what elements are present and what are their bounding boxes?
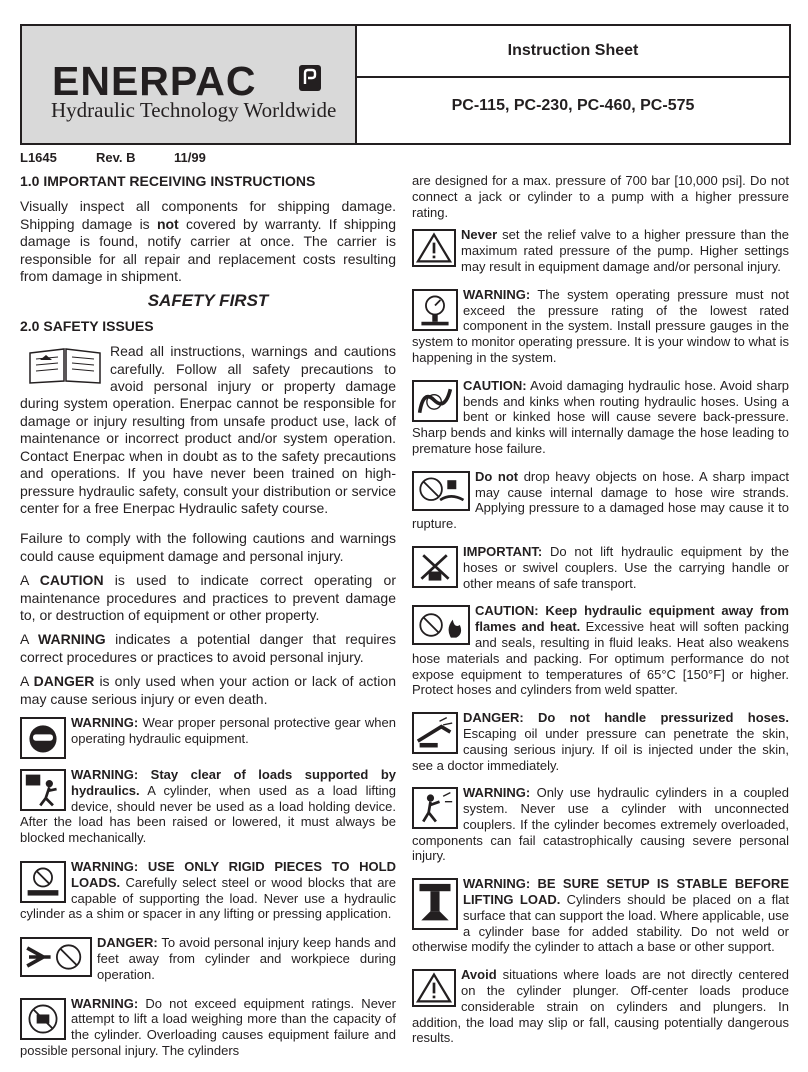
right-column [412, 173, 789, 1058]
falling-load-icon [20, 769, 66, 811]
pressure-gauge-icon [412, 289, 458, 331]
document-info [20, 150, 206, 165]
coupled-system-warning: WARNING: Only use hydraulic cylinders in a coupled system. Never use a cylinder with unconnected couplers. If the cylinder becomes extremely overloaded, components can fail catastrophically causing severe personal injury. [412, 785, 789, 864]
relief-valve-warning: Never set the relief valve to a higher pressure than the maximum rated pressure of the pump. Higher settings may result in equipment damage and/or personal injury. [412, 227, 789, 281]
drop-objects-warning: Do not drop heavy objects on hose. A sharp impact may cause internal damage to hose wire strands. Applying pressure to a damaged hose may cause it to rupture. [412, 468, 789, 532]
failure-paragraph: Failure to comply with the following cautions and warnings could cause equipment damage and personal injury. [20, 530, 396, 564]
receiving-paragraph: Visually inspect all components for shipping damage. Shipping damage is not covered by warranty. If shipping damage is found, notify carrier at once. The carrier is responsible for all repair and replacement costs resulting from damage in shipment. [20, 198, 396, 285]
left-column [20, 173, 396, 1072]
doc-number: L1645 [20, 150, 57, 165]
brand-mark-icon [298, 64, 322, 92]
warning-definition: A WARNING indicates a potential danger that requires correct procedures or practices to avoid personal injury. [20, 631, 396, 665]
doc-date: 11/99 [174, 150, 206, 165]
header-title-panel [357, 26, 789, 143]
danger-hands-feet: DANGER: To avoid personal injury keep hands and feet away from cylinder and workpiece during operation. [20, 935, 396, 989]
caution-definition: A CAUTION is used to indicate correct operating or maintenance procedures and practices to prevent damage to, or destruction of equipment or other property. [20, 572, 396, 623]
document-type: Instruction Sheet [507, 42, 639, 59]
lifting-hoses-important: IMPORTANT: Do not lift hydraulic equipment by the hoses or swivel couplers. Use the carrying handle or other means of safe transport. [412, 544, 789, 598]
brand-tagline: Hydraulic Technology Worldwide [51, 98, 337, 122]
no-lift-by-hose-icon [412, 546, 458, 588]
warning-protective-gear: WARNING: Wear proper personal protective gear when operating hydraulic equipment. [20, 715, 396, 761]
warning-ratings: WARNING: Do not exceed equipment ratings. Never attempt to lift a load weighing more than the capacity of the cylinder. Overloading causes equipment failure and possible personal injury. The cylinders [20, 995, 396, 1058]
document-header [20, 24, 791, 145]
open-book-icon [26, 343, 104, 385]
safety-first-title: SAFETY FIRST [147, 291, 269, 311]
pressure-continuation: are designed for a max. pressure of 700 bar [10,000 psi]. Do not connect a jack or cylinder to a pump with a higher pressure rating. [412, 173, 789, 220]
hand-crush-icon [20, 937, 92, 977]
oil-injection-icon [412, 712, 458, 754]
flame-heat-icon [412, 605, 470, 645]
overload-icon [20, 998, 66, 1040]
model-numbers: PC-115, PC-230, PC-460, PC-575 [451, 97, 695, 114]
operating-pressure-warning: WARNING: The system operating pressure must not exceed the pressure rating of the lowest rated component in the system. Install pressure gauges in the system to monitor operating pressure. It is your window to what is happening in the system. [412, 286, 789, 365]
section-1-heading: 1.0 IMPORTANT RECEIVING INSTRUCTIONS [20, 173, 316, 189]
warning-triangle-icon [412, 229, 456, 267]
brand-logo: ENERPAC [52, 58, 257, 104]
danger-definition: A DANGER is only used when your action or lack of action may cause serious injury or even death. [20, 673, 396, 707]
off-center-load-warning: Avoid situations where loads are not directly centered on the cylinder plunger. Off-center loads produce considerable strain on cylinders and plungers. In addition, the load may slip or fall, causing potentially dangerous results. [412, 967, 789, 1046]
warning-rigid-pieces: WARNING: USE ONLY RIGID PIECES TO HOLD LOADS. Carefully select steel or wood blocks that are capable of supporting the load. Never use a hydraulic cylinder as a shim or spacer in any lifting or pressing application. [20, 858, 396, 922]
warning-label: WARNING: [71, 714, 139, 730]
shim-block-icon [20, 861, 66, 903]
protective-gear-icon [20, 717, 66, 759]
dropped-object-icon [412, 471, 470, 511]
stable-base-icon [412, 878, 458, 930]
kinked-hose-icon [412, 380, 458, 422]
warning-stay-clear: WARNING: Stay clear of loads supported by hydraulics. A cylinder, when used as a load lifting device, should never be used as a load holding device. After the load has been raised or lowered, it must always be blocked mechanically. [20, 766, 396, 846]
header-divider [357, 76, 789, 78]
doc-revision: Rev. B [96, 150, 136, 165]
pressurized-hose-danger: DANGER: Do not handle pressurized hoses. Escaping oil under pressure can penetrate the skin, causing serious injury. If oil is injected under the skin, see a doctor immediately. [412, 710, 789, 773]
stable-setup-warning: WARNING: BE SURE SETUP IS STABLE BEFORE LIFTING LOAD. Cylinders should be placed on a flat surface that can support the load. Where applicable, use a cylinder base for added stability. Do not weld or otherwise modify the cylinder to attach a base or other support. [412, 876, 789, 955]
hose-damage-caution: CAUTION: Avoid damaging hydraulic hose. Avoid sharp bends and kinks when routing hydraulic hoses. Using a bent or kinked hose will cause severe back-pressure. Sharp bends and kinks will internally damage the hose leading to premature hose failure. [412, 377, 789, 456]
burst-coupler-icon [412, 787, 458, 829]
read-all-paragraph: Read all instructions, warnings and cautions carefully. Follow all safety precautions to avoid personal injury or property damage during system operation. Enerpac cannot be responsible for damage or injury resulting from unsafe product use, lack of maintenance or incorrect product and/or system operation. Contact Enerpac when in doubt as to the safety precautions and operations. If you have never been trained on high-pressure hydraulic safety, consult your distribution or service center for a free Enerpac Hydraulic safety course. [20, 343, 396, 516]
section-2-heading: 2.0 SAFETY ISSUES [20, 317, 154, 334]
logo-panel [22, 26, 357, 143]
read-instructions-block [20, 343, 396, 524]
heat-caution: CAUTION: Keep hydraulic equipment away from flames and heat. Excessive heat will soften packing and seals, resulting in fluid leaks. Heat also weakens hose materials and packing. For optimum performance do not expose equipment to temperatures of 65°C [150°F] or higher. Protect hoses and cylinders from weld spatter. [412, 603, 789, 698]
warning-triangle-icon-2 [412, 969, 456, 1007]
